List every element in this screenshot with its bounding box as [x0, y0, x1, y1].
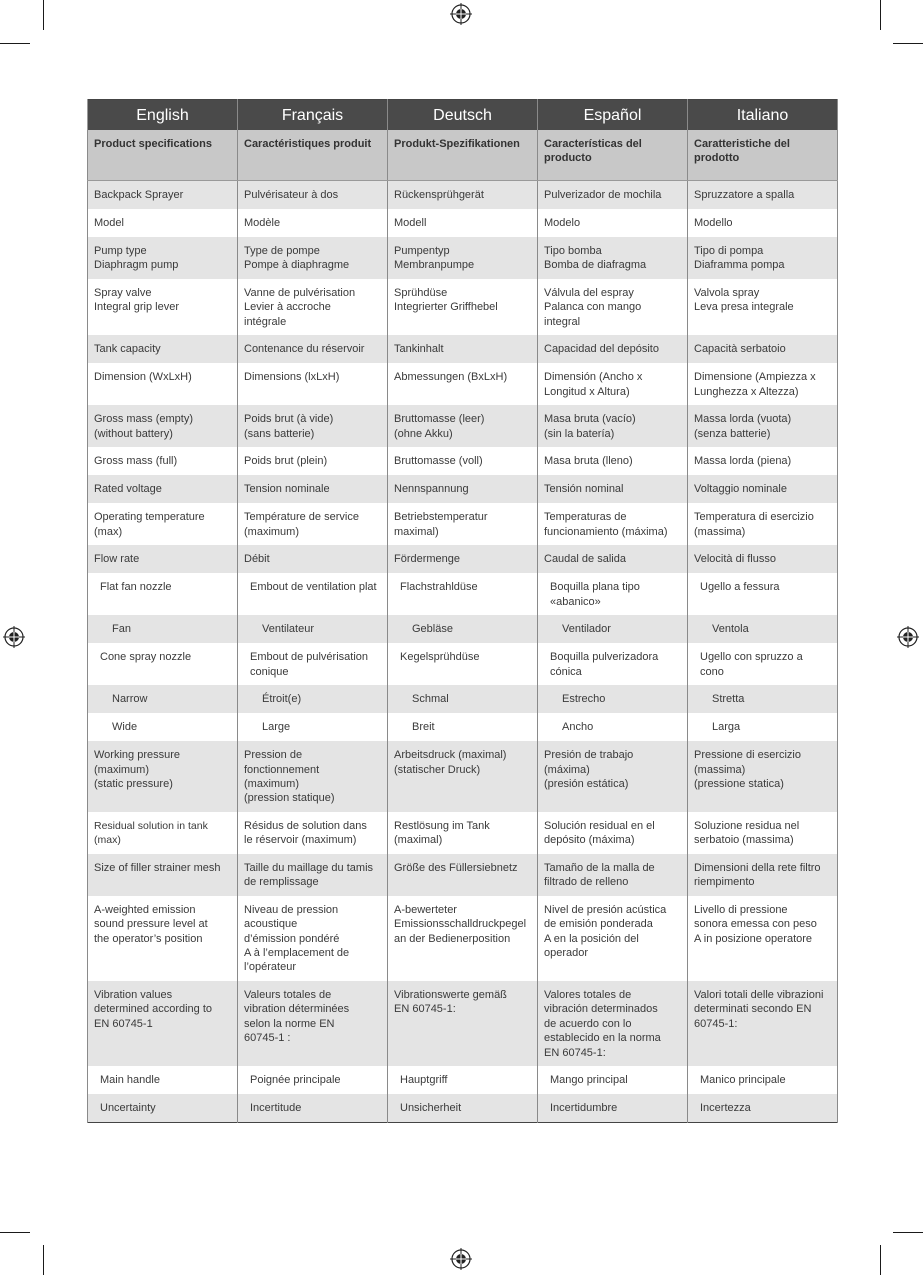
- table-cell: [688, 981, 838, 1066]
- table-cell: [388, 209, 538, 237]
- specifications-table: [87, 99, 838, 1123]
- cell-text: Mango principal: [550, 1073, 628, 1086]
- table-cell: [388, 643, 538, 685]
- cell-text: Sprühdüse Integrierter Griffhebel: [394, 287, 498, 314]
- cell-text: Wide: [112, 721, 138, 734]
- table-row: [88, 854, 838, 896]
- cell-text: Niveau de pression acoustique d’émission pondéré A à l’emplacement de l’opérateur: [244, 903, 350, 974]
- table-cell: [88, 981, 238, 1066]
- cell-text: Boquilla plana tipo «abanico»: [550, 581, 640, 608]
- cell-text: Pression de fonctionnement (maximum) (pression statique): [244, 749, 335, 805]
- table-cell: [238, 1094, 388, 1123]
- table-cell: [88, 279, 238, 335]
- cell-text: Unsicherheit: [400, 1101, 462, 1114]
- product-specifications-row: [88, 130, 838, 181]
- table-cell: [538, 713, 688, 741]
- table-row: [88, 1094, 838, 1123]
- table-cell: [388, 685, 538, 713]
- table-row: [88, 1066, 838, 1094]
- cell-text: Hauptgriff: [400, 1073, 448, 1086]
- cell-text: Dimensión (Ancho x Longitud x Altura): [544, 371, 643, 398]
- cell-text: Residual solution in tank (max): [94, 819, 208, 847]
- language-header: Français: [238, 100, 388, 131]
- table-cell: [88, 447, 238, 475]
- cell-text: Étroit(e): [262, 693, 302, 706]
- table-cell: [388, 981, 538, 1066]
- cell-text: Dimensions (lxLxH): [244, 371, 340, 384]
- cell-text: Modelo: [544, 217, 581, 229]
- table-cell: [538, 643, 688, 685]
- table-row: [88, 363, 838, 405]
- cell-text: Pulverizador de mochila: [544, 189, 662, 201]
- cell-text: Fördermenge: [394, 553, 461, 566]
- table-cell: [238, 713, 388, 741]
- table-cell: [538, 685, 688, 713]
- table-cell: [538, 405, 688, 447]
- section-heading: Produkt-Spezifikationen: [388, 130, 538, 181]
- table-cell: [688, 335, 838, 363]
- table-row: [88, 209, 838, 237]
- cell-text: Capacità serbatoio: [694, 343, 786, 356]
- crop-mark-bottom-left-h: [0, 1232, 30, 1233]
- table-cell: [238, 573, 388, 615]
- cell-text: Tension nominale: [244, 483, 330, 496]
- table-cell: [88, 573, 238, 615]
- cell-text: Temperatura di esercizio (massima): [694, 511, 814, 538]
- table-cell: [238, 475, 388, 503]
- table-row: [88, 685, 838, 713]
- table-cell: [88, 615, 238, 643]
- table-cell: [538, 615, 688, 643]
- table-cell: [688, 237, 838, 279]
- cell-text: Ugello con spruzzo a cono: [700, 651, 803, 678]
- section-heading: Product specifications: [88, 130, 238, 181]
- table-cell: [238, 279, 388, 335]
- crop-mark-top-left-h: [0, 43, 30, 44]
- cell-text: Ancho: [562, 721, 594, 734]
- table-row: [88, 447, 838, 475]
- table-cell: [238, 545, 388, 573]
- table-cell: [88, 1094, 238, 1123]
- cell-text: Válvula del espray Palanca con mango integral: [544, 287, 642, 328]
- table-row: [88, 503, 838, 545]
- table-cell: [388, 475, 538, 503]
- cell-text: Température de service (maximum): [244, 511, 359, 538]
- table-cell: [88, 854, 238, 896]
- cell-text: Ugello a fessura: [700, 581, 780, 594]
- language-header: Italiano: [688, 100, 838, 131]
- cell-text: Masa bruta (lleno): [544, 455, 633, 468]
- crop-mark-top-left-v: [43, 0, 44, 30]
- table-cell: [388, 1066, 538, 1094]
- table-cell: [538, 741, 688, 812]
- table-cell: [688, 713, 838, 741]
- table-cell: [88, 643, 238, 685]
- table-cell: [238, 237, 388, 279]
- table-cell: [88, 545, 238, 573]
- cell-text: Massa lorda (vuota) (senza batterie): [694, 413, 792, 440]
- table-cell: [688, 209, 838, 237]
- cell-text: Spray valve Integral grip lever: [94, 287, 179, 314]
- table-cell: [688, 896, 838, 981]
- table-row: [88, 475, 838, 503]
- table-cell: [88, 209, 238, 237]
- cell-text: Estrecho: [562, 693, 606, 706]
- table-cell: [538, 573, 688, 615]
- table-cell: [538, 335, 688, 363]
- table-cell: [538, 812, 688, 854]
- cell-text: Abmessungen (BxLxH): [394, 371, 508, 384]
- cell-text: Uncertainty: [100, 1101, 156, 1114]
- table-cell: [538, 181, 688, 210]
- table-cell: [388, 363, 538, 405]
- table-cell: [688, 685, 838, 713]
- table-cell: [688, 741, 838, 812]
- table-row: [88, 545, 838, 573]
- cell-text: Poids brut (à vide) (sans batterie): [244, 413, 334, 440]
- cell-text: Size of filler strainer mesh: [94, 861, 221, 874]
- table-cell: [238, 181, 388, 210]
- cell-text: Model: [94, 217, 124, 229]
- cell-text: Rückensprühgerät: [394, 189, 484, 201]
- table-cell: [688, 181, 838, 210]
- language-header-row: [88, 100, 838, 131]
- table-cell: [538, 981, 688, 1066]
- cell-text: Flachstrahldüse: [400, 581, 478, 594]
- cell-text: Incertezza: [700, 1101, 751, 1114]
- table-cell: [388, 503, 538, 545]
- language-header: English: [88, 100, 238, 131]
- table-cell: [88, 335, 238, 363]
- cell-text: Livello di pressione sonora emessa con peso A in posizione operatore: [694, 903, 817, 945]
- table-cell: [538, 1066, 688, 1094]
- cell-text: Masa bruta (vacío) (sin la batería): [544, 413, 636, 440]
- cell-text: Main handle: [100, 1073, 160, 1086]
- cell-text: Embout de pulvérisation conique: [250, 651, 369, 678]
- table-row: [88, 713, 838, 741]
- table-cell: [688, 854, 838, 896]
- cell-text: Pressione di esercizio (massima) (pressione statica): [694, 749, 801, 791]
- cell-text: Cone spray nozzle: [100, 651, 192, 664]
- table-cell: [238, 615, 388, 643]
- table-cell: [688, 405, 838, 447]
- registration-mark-icon: [450, 1248, 472, 1270]
- table-row: [88, 896, 838, 981]
- cell-text: Large: [262, 721, 291, 734]
- cell-text: Flat fan nozzle: [100, 581, 172, 594]
- registration-mark-icon: [897, 626, 919, 648]
- crop-mark-top-right-v: [880, 0, 881, 30]
- cell-text: Tensión nominal: [544, 483, 624, 496]
- cell-text: Caudal de salida: [544, 553, 626, 566]
- cell-text: Tipo di pompa Diaframma pompa: [694, 245, 785, 272]
- table-cell: [238, 405, 388, 447]
- table-cell: [688, 475, 838, 503]
- table-cell: [238, 741, 388, 812]
- table-cell: [88, 896, 238, 981]
- table-cell: [688, 1094, 838, 1123]
- cell-text: Pump type Diaphragm pump: [94, 245, 179, 272]
- cell-text: Nennspannung: [394, 483, 469, 496]
- cell-text: Gebläse: [412, 623, 453, 636]
- cell-text: Ventilador: [562, 623, 611, 636]
- cell-text: Bruttomasse (voll): [394, 455, 483, 468]
- cell-text: Valvola spray Leva presa integrale: [694, 287, 794, 314]
- table-cell: [238, 363, 388, 405]
- cell-text: Solución residual en el depósito (máxima): [544, 819, 655, 847]
- cell-text: Pulvérisateur à dos: [244, 189, 339, 201]
- cell-text: Manico principale: [700, 1073, 786, 1086]
- crop-mark-bottom-right-h: [893, 1232, 923, 1233]
- table-cell: [238, 335, 388, 363]
- table-row: [88, 573, 838, 615]
- table-cell: [88, 363, 238, 405]
- table-cell: [88, 812, 238, 854]
- cell-text: Massa lorda (piena): [694, 455, 792, 468]
- cell-text: Valores totales de vibración determinados de acuerdo con lo establecido en la norma EN 60745-1:: [544, 988, 661, 1059]
- cell-text: Arbeitsdruck (maximal) (statischer Druck): [394, 749, 507, 776]
- cell-text: Tankinhalt: [394, 343, 444, 356]
- cell-text: Dimensioni della rete filtro riempimento: [694, 861, 821, 889]
- cell-text: Débit: [244, 553, 270, 566]
- table-cell: [238, 643, 388, 685]
- table-row: [88, 741, 838, 812]
- table-row: [88, 405, 838, 447]
- table-cell: [88, 685, 238, 713]
- cell-text: Ventilateur: [262, 623, 314, 636]
- cell-text: Dimension (WxLxH): [94, 371, 192, 384]
- table-cell: [538, 237, 688, 279]
- table-row: [88, 181, 838, 210]
- table-cell: [538, 854, 688, 896]
- table-cell: [688, 615, 838, 643]
- table-cell: [538, 279, 688, 335]
- cell-text: Boquilla pulverizadora cónica: [550, 651, 659, 678]
- cell-text: Larga: [712, 721, 741, 734]
- table-cell: [88, 741, 238, 812]
- cell-text: Kegelsprühdüse: [400, 651, 480, 664]
- cell-text: Pumpentyp Membranpumpe: [394, 245, 475, 272]
- table-cell: [238, 981, 388, 1066]
- table-row: [88, 643, 838, 685]
- cell-text: Stretta: [712, 693, 745, 706]
- cell-text: Vibrationswerte gemäß EN 60745-1:: [394, 988, 507, 1016]
- cell-text: Gross mass (full): [94, 455, 178, 468]
- table-cell: [388, 335, 538, 363]
- cell-text: Tank capacity: [94, 343, 161, 356]
- cell-text: Incertidumbre: [550, 1101, 618, 1114]
- table-cell: [538, 1094, 688, 1123]
- table-cell: [238, 896, 388, 981]
- cell-text: Poids brut (plein): [244, 455, 328, 468]
- cell-text: Flow rate: [94, 553, 140, 566]
- table-cell: [538, 475, 688, 503]
- table-cell: [388, 812, 538, 854]
- table-cell: [238, 1066, 388, 1094]
- table-cell: [238, 209, 388, 237]
- cell-text: Größe des Füllersiebnetz: [394, 861, 518, 874]
- table-cell: [538, 363, 688, 405]
- table-cell: [688, 643, 838, 685]
- cell-text: Modell: [394, 217, 427, 229]
- table-cell: [388, 573, 538, 615]
- cell-text: Dimensione (Ampiezza x Lunghezza x Altezza): [694, 371, 816, 398]
- table-cell: [538, 209, 688, 237]
- cell-text: Velocità di flusso: [694, 553, 776, 566]
- table-cell: [538, 545, 688, 573]
- cell-text: Contenance du réservoir: [244, 343, 365, 356]
- cell-text: Backpack Sprayer: [94, 189, 184, 201]
- table-cell: [388, 741, 538, 812]
- registration-mark-icon: [450, 3, 472, 25]
- cell-text: Ventola: [712, 623, 749, 636]
- cell-text: Poignée principale: [250, 1073, 341, 1086]
- cell-text: Operating temperature (max): [94, 511, 205, 538]
- cell-text: Capacidad del depósito: [544, 343, 659, 356]
- table-cell: [688, 1066, 838, 1094]
- cell-text: Modèle: [244, 217, 281, 229]
- registration-mark-icon: [3, 626, 25, 648]
- cell-text: Modello: [694, 217, 733, 229]
- cell-text: Bruttomasse (leer) (ohne Akku): [394, 413, 485, 440]
- table-cell: [388, 181, 538, 210]
- cell-text: Working pressure (maximum) (static pressure): [94, 749, 180, 791]
- table-row: [88, 237, 838, 279]
- table-cell: [238, 854, 388, 896]
- table-cell: [388, 447, 538, 475]
- table-cell: [688, 279, 838, 335]
- cell-text: A-weighted emission sound pressure level at the operator’s position: [94, 903, 208, 945]
- table-cell: [88, 713, 238, 741]
- table-cell: [238, 685, 388, 713]
- cell-text: Schmal: [412, 693, 449, 706]
- table-cell: [88, 237, 238, 279]
- table-cell: [538, 447, 688, 475]
- table-cell: [238, 812, 388, 854]
- table-cell: [388, 713, 538, 741]
- cell-text: Spruzzatore a spalla: [694, 189, 795, 201]
- cell-text: A-bewerteter Emissionsschalldruckpegel an der Bedienerposition: [394, 903, 527, 945]
- table-cell: [388, 854, 538, 896]
- table-cell: [88, 475, 238, 503]
- cell-text: Rated voltage: [94, 483, 162, 496]
- table-cell: [688, 363, 838, 405]
- cell-text: Gross mass (empty) (without battery): [94, 413, 194, 440]
- cell-text: Tamaño de la malla de filtrado de relleno: [544, 861, 655, 889]
- cell-text: Betriebstemperatur maximal): [394, 511, 488, 538]
- crop-mark-bottom-left-v: [43, 1245, 44, 1275]
- cell-text: Vibration values determined according to EN 60745-1: [94, 988, 213, 1030]
- cell-text: Fan: [112, 623, 131, 636]
- cell-text: Résidus de solution dans le réservoir (maximum): [244, 819, 367, 847]
- table-cell: [388, 545, 538, 573]
- cell-text: Valori totali delle vibrazioni determinati secondo EN 60745-1:: [694, 988, 824, 1030]
- cell-text: Valeurs totales de vibration déterminées selon la norme EN 60745-1 :: [244, 988, 350, 1045]
- table-row: [88, 279, 838, 335]
- section-heading: Caractéristiques produit: [238, 130, 388, 181]
- table-row: [88, 615, 838, 643]
- section-heading: Características del producto: [538, 130, 688, 181]
- table-cell: [688, 447, 838, 475]
- table-cell: [88, 1066, 238, 1094]
- table-cell: [388, 615, 538, 643]
- table-cell: [88, 181, 238, 210]
- cell-text: Presión de trabajo (máxima) (presión estática): [544, 749, 634, 791]
- cell-text: Soluzione residua nel serbatoio (massima): [694, 819, 800, 847]
- cell-text: Incertitude: [250, 1101, 302, 1114]
- cell-text: Tipo bomba Bomba de diafragma: [544, 245, 647, 272]
- table-cell: [388, 896, 538, 981]
- cell-text: Nivel de presión acústica de emisión ponderada A en la posición del operador: [544, 903, 667, 960]
- cell-text: Breit: [412, 721, 435, 734]
- table-cell: [238, 503, 388, 545]
- cell-text: Temperaturas de funcionamiento (máxima): [544, 511, 668, 538]
- table-cell: [688, 545, 838, 573]
- language-header: Deutsch: [388, 100, 538, 131]
- table-cell: [688, 812, 838, 854]
- table-cell: [238, 447, 388, 475]
- language-header: Español: [538, 100, 688, 131]
- section-heading: Caratteristiche del prodotto: [688, 130, 838, 181]
- table-row: [88, 335, 838, 363]
- crop-mark-bottom-right-v: [880, 1245, 881, 1275]
- table-cell: [688, 503, 838, 545]
- cell-text: Voltaggio nominale: [694, 483, 787, 496]
- table-row: [88, 981, 838, 1066]
- cell-text: Embout de ventilation plat: [250, 581, 377, 594]
- cell-text: Restlösung im Tank (maximal): [394, 819, 490, 847]
- table-cell: [388, 1094, 538, 1123]
- table-cell: [388, 279, 538, 335]
- table-row: [88, 812, 838, 854]
- table-cell: [538, 896, 688, 981]
- table-cell: [388, 237, 538, 279]
- table-cell: [88, 503, 238, 545]
- cell-text: Type de pompe Pompe à diaphragme: [244, 245, 350, 272]
- cell-text: Vanne de pulvérisation Levier à accroche intégrale: [244, 287, 356, 328]
- table-cell: [88, 405, 238, 447]
- cell-text: Narrow: [112, 693, 148, 706]
- crop-mark-top-right-h: [893, 43, 923, 44]
- cell-text: Taille du maillage du tamis de remplissage: [244, 861, 374, 889]
- table-cell: [688, 573, 838, 615]
- table-cell: [538, 503, 688, 545]
- table-cell: [388, 405, 538, 447]
